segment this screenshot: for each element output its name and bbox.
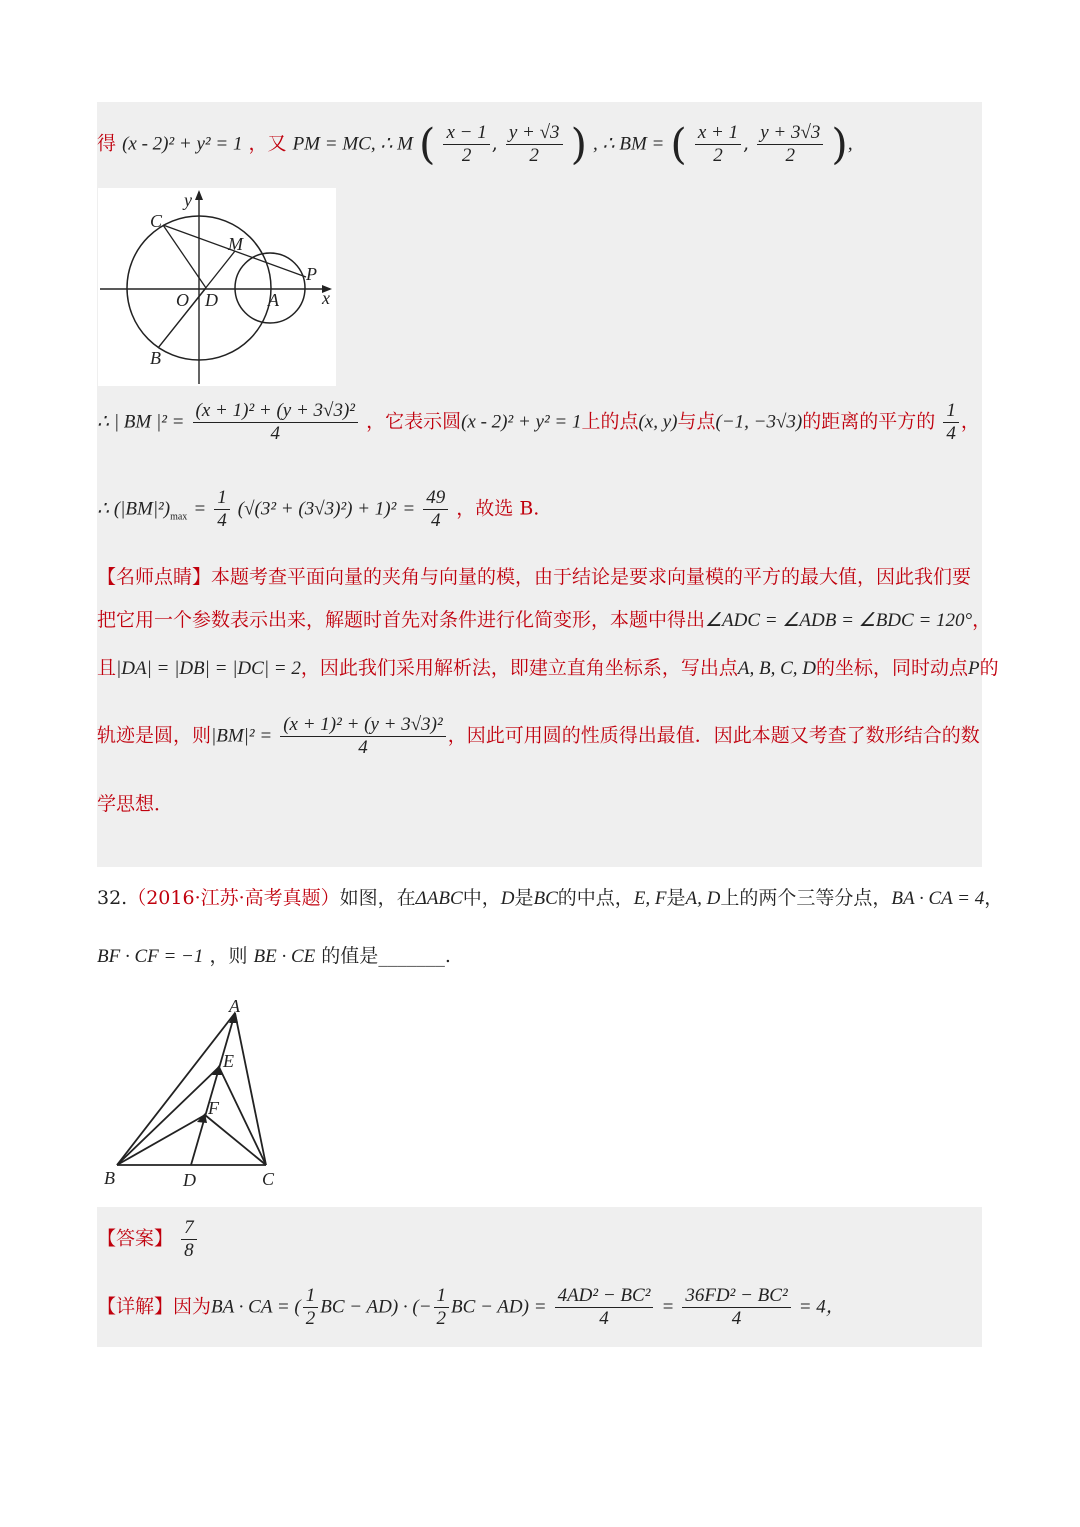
fig-label-m: M [228, 234, 243, 254]
bm-label: , ∴ BM = [593, 133, 665, 155]
circle-equation: (x - 2)² + y² = 1 [122, 133, 243, 155]
given-dot-product-1: BA · CA = 4 [891, 888, 985, 909]
answer-blank: _______ [378, 945, 445, 967]
question-source: （2016·江苏·高考真题） [127, 887, 340, 909]
teacher-note-tag: 【名师点睛】 [97, 566, 212, 588]
max-expression: ∴ (|BM|²) [97, 498, 171, 520]
m-y-fraction: $\frac{y + √3}{2}$ [506, 122, 563, 167]
answer-fraction: $\frac{7}{8}$ [181, 1217, 197, 1262]
tri-label-f: F [208, 1098, 219, 1118]
question-line-2: BF · CF = −1 ，则 BE · CE 的值是_______. [97, 945, 451, 967]
triangle-figure [97, 995, 287, 1195]
choose-b-text: ，故选 B. [456, 497, 540, 520]
solution-block [97, 102, 999, 867]
teacher-note-line-2: 把它用一个参数表示出来，解题时首先对条件进行化简变形，本题中得出∠ADC = ∠ADB = ∠BDC = 120°， [97, 609, 992, 631]
distance-fraction: $\frac{\text{(x + 1)² + (y + 3√3)²}}{4}$ [193, 400, 358, 445]
bm-x-fraction: $\frac{x + 1}{2}$ [695, 122, 741, 167]
distance-expression: (√(3² + (3√3)²) + 1)² [237, 498, 397, 520]
answer-block [97, 1207, 982, 1347]
answer-line [97, 1217, 199, 1262]
given-dot-product-2: BF · CF = −1 [97, 946, 204, 967]
lead-text: 得 [97, 132, 117, 155]
detail-tag: 【详解】 [97, 1295, 174, 1318]
fig-label-o: O [176, 290, 189, 310]
result-fraction: $\frac{49}{4}$ [423, 487, 448, 532]
fig-label-c: C [150, 211, 163, 231]
circle-figure [98, 188, 336, 386]
bm-y-fraction: $\frac{y + 3√3}{2}$ [757, 122, 823, 167]
tri-label-c: C [262, 1169, 275, 1189]
teacher-note-line-5: 学思想． [97, 793, 174, 815]
tri-label-b: B [104, 1168, 115, 1188]
teacher-note-line-3: 且|DA| = |DB| = |DC| = 2，因此我们采用解析法，即建立直角坐标系，写出点A, B, C, D的坐标，同时动点P的 [97, 657, 999, 679]
teacher-note-line-4: 轨迹是圆，则|BM|² = $\frac{\text{(x + 1)² + (y + 3√3)²}}{4}$ ，因此可用圆的性质得出最值．因此本题又考查了数形结合的数 [97, 714, 980, 758]
detail-line: 【详解】因为BA · CA = ( $\frac{1}{2}$ BC − AD) · (− $\frac{1}{2}$ BC − AD) = $\frac{\text{4AD² − BC²}}{4}$ = $\frac{\text{36FD² − BC²}}{4}$ = 4， [97, 1285, 845, 1329]
fig-label-p: P [306, 264, 317, 284]
question-line-1: 32.（2016·江苏·高考真题）如图，在ΔABC中，D是BC的中点，E, F是A, D上的两个三等分点，BA · CA = 4， [97, 887, 1004, 909]
solution-line-1: 得 (x - 2)² + y² = 1 ，又 PM = MC, ∴ M ( $\frac{x - 1}{2}$ , $\frac{y + √3}{2}$ ) , ∴ BM = ( $\frac{x + 1}{2}$ , $\frac{y + 3√3}{2}$ ), [97, 119, 853, 169]
question-number: 32. [97, 887, 128, 909]
fig-label-y: y [184, 190, 192, 210]
detail-fraction-2: $\frac{\text{36FD² − BC²}}{4}$ [682, 1285, 790, 1330]
tri-label-d: D [183, 1170, 196, 1190]
detail-fraction-1: $\frac{\text{4AD² − BC²}}{4}$ [555, 1285, 654, 1330]
answer-tag: 【答案】 [97, 1227, 174, 1250]
vector-equation: PM = MC, ∴ M [292, 133, 413, 155]
teacher-note-line-1: 【名师点睛】本题考查平面向量的夹角与向量的模，由于结论是要求向量模的平方的最大值，因此我们要 [97, 566, 972, 588]
solution-line-3: ∴ $(|BM|^2)_{max}$ = $\frac{1}{4}$ (√(3² + (3√3)²) + 1)² = $\frac{49}{4}$ ，故选 B. [97, 487, 540, 531]
bm-squared: ∴ | BM |² = [97, 411, 185, 433]
fig-label-x: x [322, 288, 330, 308]
mid-text: ，又 [248, 132, 287, 155]
m-x-fraction: $\frac{x - 1}{2}$ [443, 122, 489, 167]
solution-line-2: ∴ | BM |² = $\frac{\text{(x + 1)² + (y + 3√3)²}}{4}$ ，它表示圆(x - 2)² + y² = 1上的点(x, y)与点(−1, −3√3)的距离的平方的 $\frac{1}{4}$ ， [97, 400, 980, 444]
tri-label-e: E [223, 1051, 234, 1071]
fig-label-b: B [150, 348, 161, 368]
fig-label-d: D [205, 290, 218, 310]
quarter-fraction: $\frac{1}{4}$ [943, 400, 959, 445]
asked-dot-product: BE · CE [253, 946, 316, 967]
fig-label-a: A [268, 290, 279, 310]
tri-label-a: A [229, 996, 240, 1016]
